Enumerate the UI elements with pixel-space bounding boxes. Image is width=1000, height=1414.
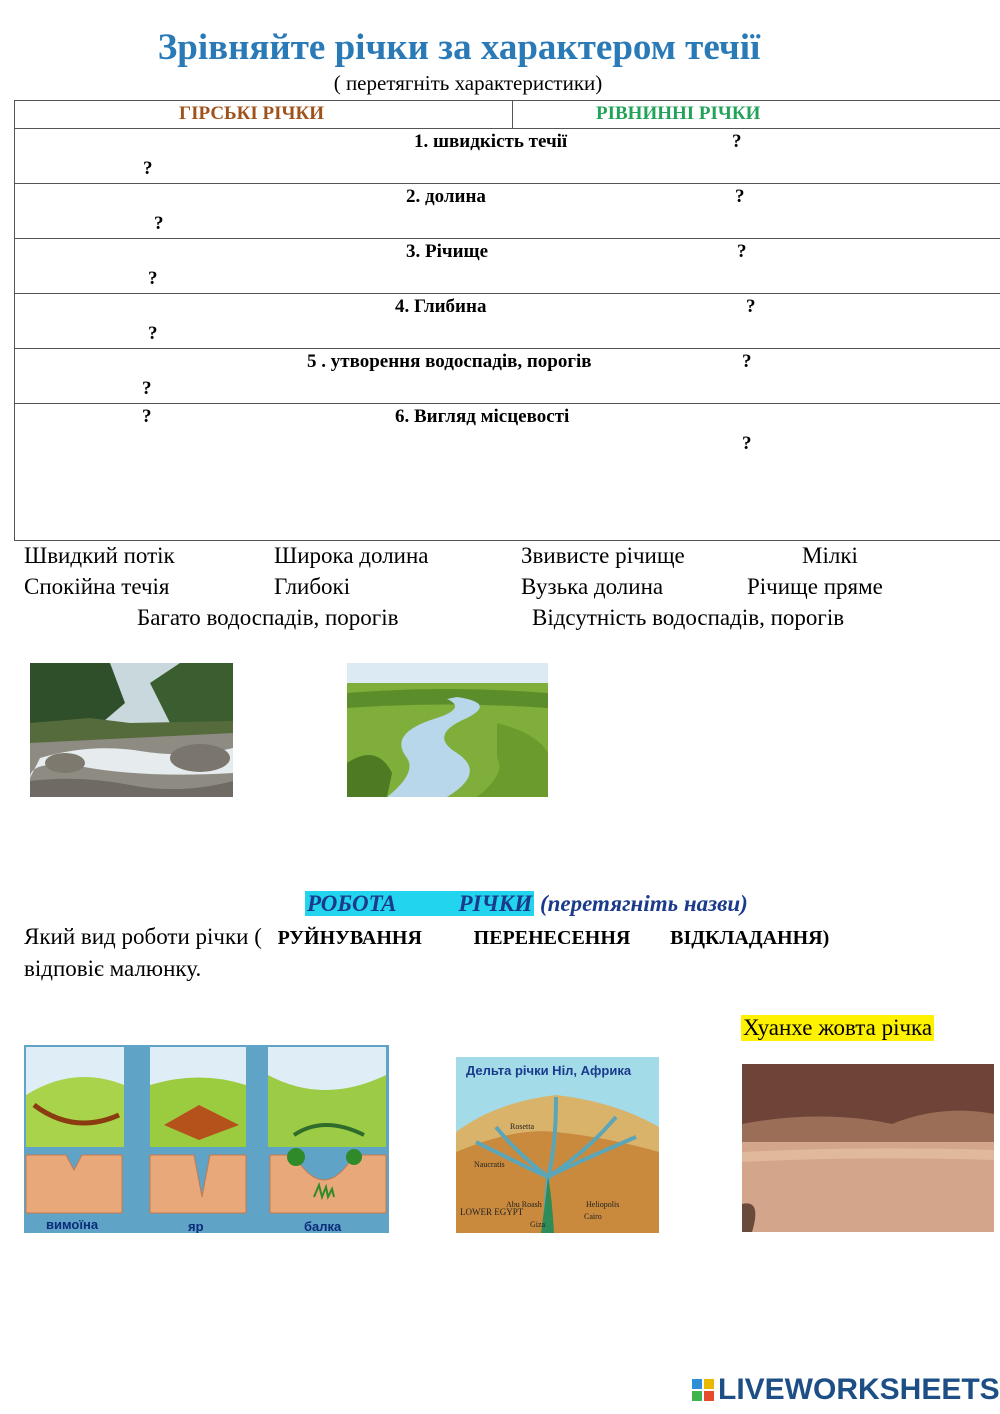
nile-delta-map[interactable] xyxy=(456,1057,659,1233)
header-plain-rivers: РІВНИННІ РІЧКИ xyxy=(596,103,761,124)
work-type-deposition[interactable]: ВІДКЛАДАННЯ xyxy=(670,927,823,949)
delta-map-title: Дельта річки Ніл, Африка xyxy=(466,1063,632,1078)
erosion-label-yar: яр xyxy=(188,1219,204,1233)
drag-option[interactable]: Річище пряме xyxy=(747,574,883,599)
liveworksheets-cube-icon xyxy=(692,1379,714,1401)
drag-option[interactable]: Глибокі xyxy=(274,574,351,599)
drag-option[interactable]: Багато водоспадів, порогів xyxy=(137,605,399,630)
row-label-waterfalls: 5 . утворення водоспадів, порогів xyxy=(307,351,592,372)
delta-map-label: Naucratis xyxy=(474,1160,505,1169)
row-label-valley: 2. долина xyxy=(406,186,486,207)
work-type-transport[interactable]: ПЕРЕНЕСЕННЯ xyxy=(473,927,631,949)
drop-slot-mountain-speed[interactable]: ? xyxy=(143,158,153,179)
drag-option[interactable]: Швидкий потік xyxy=(24,543,175,568)
river-work-question xyxy=(24,924,829,950)
row-label-riverbed: 3. Річище xyxy=(406,241,489,262)
page-title: Зрівняйте річки за характером течії xyxy=(157,27,761,68)
delta-map-label: Abu Roash xyxy=(506,1200,542,1209)
liveworksheets-brand: LIVEWORKSHEETS xyxy=(718,1373,1000,1406)
question-suffix: ) xyxy=(822,927,830,949)
row-label-speed: 1. швидкість течії xyxy=(414,131,568,152)
delta-map-label: Cairo xyxy=(584,1212,602,1221)
page-subtitle: ( перетягніть характеристики) xyxy=(333,71,603,95)
drag-option[interactable]: Звивисте річище xyxy=(521,543,685,568)
huanhe-photo[interactable] xyxy=(742,1064,994,1232)
row-label-terrain: 6. Вигляд місцевості xyxy=(395,406,570,427)
river-work-heading xyxy=(305,891,748,917)
question-line-2: відповіє малюнку. xyxy=(24,956,202,981)
work-type-destruction[interactable]: РУЙНУВАННЯ xyxy=(277,927,422,949)
erosion-label-balka: балка xyxy=(304,1219,342,1233)
drop-slot-mountain-riverbed[interactable]: ? xyxy=(148,268,158,289)
delta-map-label: Rosetta xyxy=(510,1122,534,1131)
comparison-table xyxy=(14,100,1000,541)
drop-slot-plain-speed[interactable]: ? xyxy=(732,131,742,152)
drag-option[interactable]: Спокійна течія xyxy=(24,574,170,599)
huanhe-caption: Хуанхе жовта річка xyxy=(743,1015,933,1040)
river-work-note: (перетягніть назви) xyxy=(539,891,748,916)
liveworksheets-logo xyxy=(692,1373,1000,1407)
river-work-title-1: РОБОТА xyxy=(307,891,397,916)
drag-option[interactable]: Мілкі xyxy=(802,543,858,568)
drop-slot-plain-riverbed[interactable]: ? xyxy=(737,241,747,262)
mountain-river-photo xyxy=(30,663,233,797)
row-label-depth: 4. Глибина xyxy=(395,296,487,317)
drag-option[interactable]: Вузька долина xyxy=(521,574,664,599)
delta-map-label: Heliopolis xyxy=(586,1200,620,1209)
erosion-diagram[interactable] xyxy=(24,1045,389,1233)
drop-slot-plain-terrain[interactable]: ? xyxy=(742,433,752,454)
drop-slot-mountain-depth[interactable]: ? xyxy=(148,323,158,344)
erosion-label-vymoina: вимоїна xyxy=(46,1217,99,1232)
delta-map-label: Giza xyxy=(530,1220,546,1229)
plain-river-photo xyxy=(347,663,548,797)
header-mountain-rivers: ГІРСЬКІ РІЧКИ xyxy=(179,103,325,124)
drag-option[interactable]: Широка долина xyxy=(274,543,429,568)
drop-slot-plain-valley[interactable]: ? xyxy=(735,186,745,207)
river-work-title-2: РІЧКИ xyxy=(399,891,535,916)
drop-slot-plain-waterfalls[interactable]: ? xyxy=(742,351,752,372)
drag-option[interactable]: Відсутність водоспадів, порогів xyxy=(532,605,845,630)
drop-slot-plain-depth[interactable]: ? xyxy=(746,296,756,317)
drop-slot-mountain-waterfalls[interactable]: ? xyxy=(142,378,152,399)
question-prefix: Який вид роботи річки ( xyxy=(24,924,262,949)
delta-map-label: LOWER EGYPT xyxy=(460,1207,524,1217)
drop-slot-mountain-valley[interactable]: ? xyxy=(154,213,164,234)
drop-slot-mountain-terrain[interactable]: ? xyxy=(142,406,152,427)
